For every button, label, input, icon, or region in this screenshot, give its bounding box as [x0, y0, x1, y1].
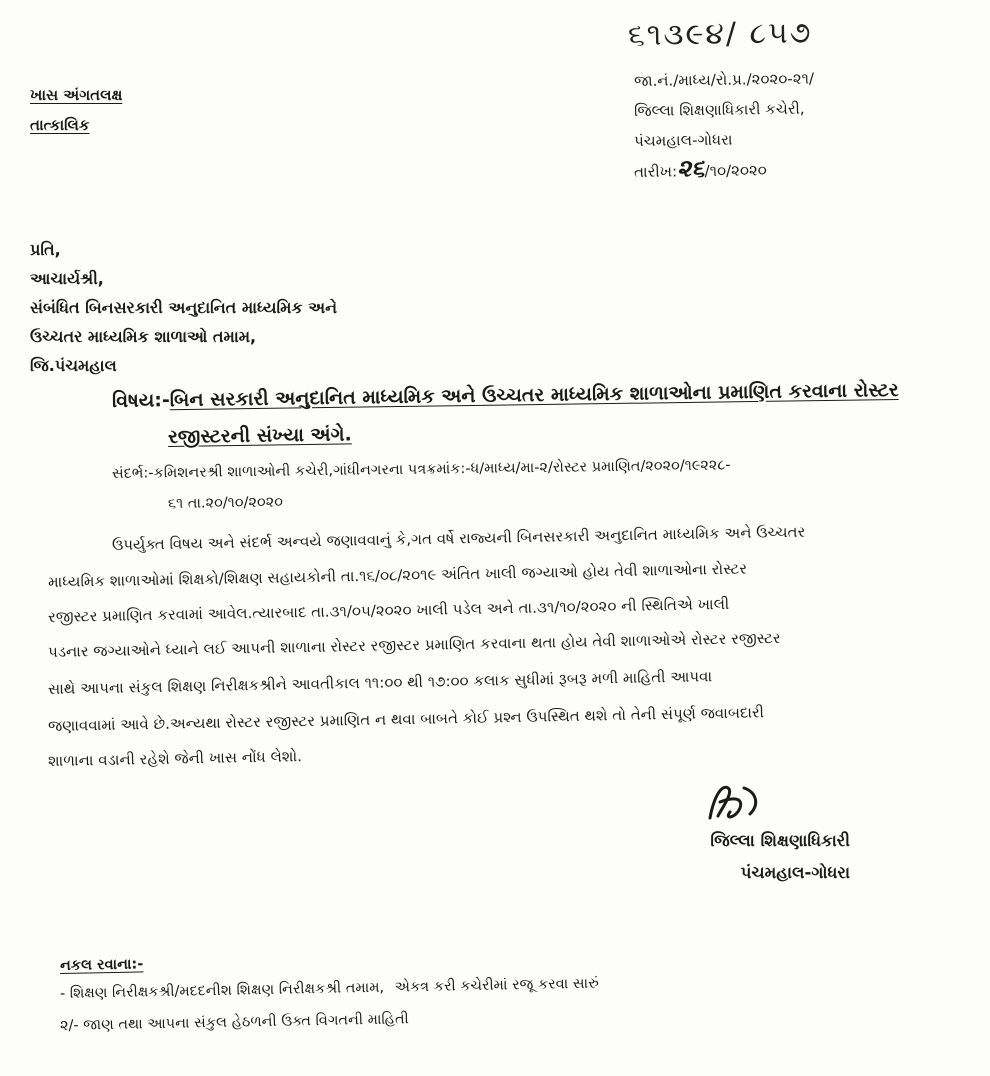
signature-scribble-icon — [700, 778, 770, 826]
reference-line-1: સંદર્ભ:-કમિશનરશ્રી શાળાઓની કચેરી,ગાંધીનગરના પત્રક્રમાંક:-ધ/માધ્ય/મા-૨/રોસ્ટર પ્રમાણિત/૨૦૨૦/૧૯૨૨૮- — [111, 457, 731, 482]
body-line: ઉપર્યુક્ત વિષય અને સંદર્ભ અન્વયે જણાવવાનું કે,ગત વર્ષે રાજ્યની બિનસરકારી અનુદાનિત માધ્યમિક અને ઉચ્ચતર — [111, 522, 806, 554]
body-line: જણાવવામાં આવે છે.અન્યથા રોસ્ટર રજીસ્ટર પ્રમાણિત ન થવા બાબતે કોઈ પ્રશ્ન ઉપસ્થિત થશે તો તેની સંપૂર્ણ જવાબદારી — [47, 703, 765, 735]
body-line: રજીસ્ટર પ્રમાણિત કરવામાં આવેલ.ત્યારબાદ તા.૩૧/૦૫/૨૦૨૦ ખાલી પડેલ અને તા.૩૧/૧૦/૨૦૨૦ ની સ્થિતિએ ખાલી — [47, 594, 730, 626]
handwritten-inward-number: ૬૧૩૯૪/ ૮૫૭ — [627, 15, 813, 53]
body-line: પડનાર જગ્યાઓને ધ્યાને લઈ આપની શાળાના રોસ્ટર રજીસ્ટર પ્રમાણિત કરવાના થતા હોય તેવી શાળાઓએ રોસ્ટર રજીસ્ટર — [47, 628, 781, 661]
mark-urgent: તાત્કાલિક — [30, 116, 90, 134]
signature-place-text: પંચમહાલ-ગોધરા — [740, 863, 850, 882]
copy-line-2: ૨/- જાણ તથા આપના સંકુલ હેઠળની ઉક્ત વિગતની માહિતી — [59, 1011, 409, 1034]
subject-line-2: રજીસ્ટરની સંખ્યા અંગે. — [167, 423, 352, 448]
header-date-rest: /૧૦/૨૦૨૦ — [704, 161, 767, 181]
copy-line-1-text: - શિક્ષણ નિરીક્ષકશ્રી/મદદનીશ શિક્ષણ નિરીક્ષકશ્રી તમામ, — [59, 979, 385, 1002]
addressee-line-2: આચાર્યશ્રી, — [30, 269, 104, 288]
subject-line-1 — [112, 379, 899, 412]
body-line: માધ્યમિક શાળાઓમાં શિક્ષકો/શિક્ષણ સહાયકોની તા.૧૬/૦૮/૨૦૧૯ અંતિત ખાલી જગ્યાઓ હોય તેવી શાળાઓના રોસ્ટર — [47, 559, 748, 591]
header-date — [634, 154, 767, 185]
body-line: શાળાના વડાની રહેશે જેની ખાસ નોંધ લેશો. — [47, 747, 303, 770]
subject-label: વિષય:- — [111, 389, 170, 412]
subject-text: બિન સરકારી અનુદાનિત માધ્યમિક અને ઉચ્ચતર માધ્યમિક શાળાઓના પ્રમાણિત કરવાના રોસ્ટર — [169, 379, 899, 412]
header-office: જિલ્લા શિક્ષણાધિકારી કચેરી, — [633, 99, 805, 120]
addressee-line-3: સંબંધિત બિનસરકારી અનુદાનિત માધ્યમિક અને — [30, 298, 338, 317]
signature-title: જિલ્લા શિક્ષણાધિકારી — [710, 831, 850, 850]
header-date-label: તારીખ: — [633, 162, 678, 181]
signature-place — [640, 858, 850, 888]
body-line: સાથે આપના સંકુલ શિક્ષણ નિરીક્ષકશ્રીને આવતીકાલ ૧૧:૦૦ થી ૧૭:૦૦ કલાક સુધીમાં રૂબરૂ મળી માહિતી આપવા — [47, 667, 713, 698]
mark-special-attention: ખાસ અંગતલક્ષ — [30, 86, 123, 104]
header-date-day-handwritten: ૨૬ — [676, 154, 705, 183]
header-place: પંચમહાલ-ગોધરા — [633, 130, 733, 150]
addressee-line-1: પ્રતિ, — [30, 240, 61, 259]
addressee-line-4: ઉચ્ચતર માધ્યમિક શાળાઓ તમામ, — [30, 327, 257, 346]
reference-line-2: ૬૧ તા.૨૦/૧૦/૨૦૨૦ — [167, 494, 284, 512]
header-ref-number: જા.નં./માધ્ય/રો.પ્ર./૨૦૨૦-૨૧/ — [633, 69, 815, 90]
copy-label: નકલ રવાના:- — [59, 956, 144, 974]
copy-line-1 — [60, 976, 599, 1002]
copy-line-1-tail: એકત્ર કરી કચેરીમાં રજૂ કરવા સારું — [394, 975, 599, 996]
addressee-line-5: જિ.પંચમહાલ — [30, 356, 117, 375]
